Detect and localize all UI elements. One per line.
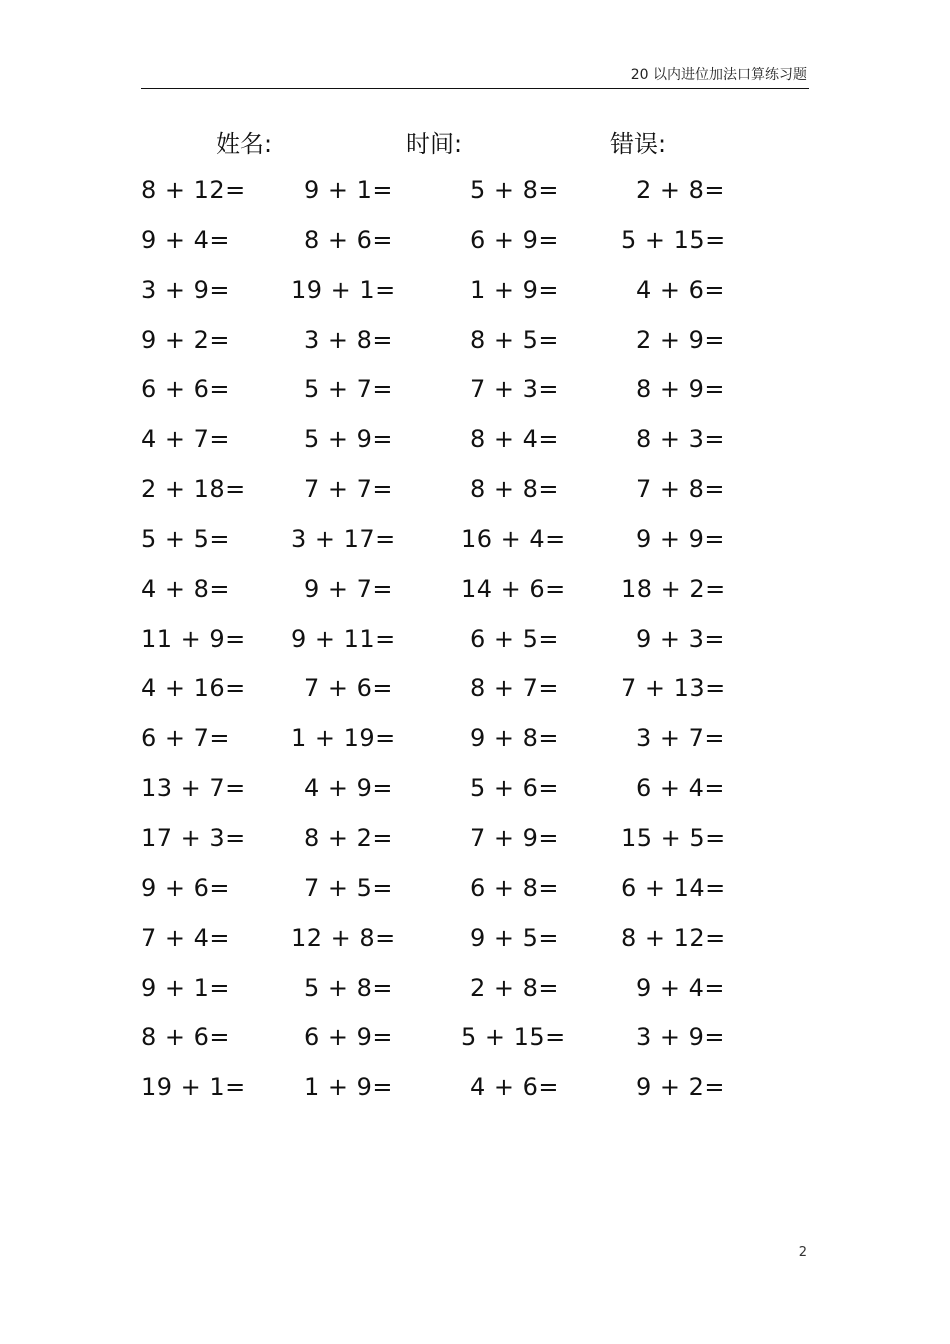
problem-row [141, 270, 741, 320]
addition-problem: 7 + 6= [303, 674, 393, 703]
problem-row [141, 519, 741, 569]
addition-problem: 8 + 12= [141, 176, 246, 204]
problem-row [141, 419, 741, 469]
addition-problem: 9 + 6= [141, 873, 231, 902]
addition-problem: 2 + 8= [469, 973, 559, 1002]
addition-problem: 16 + 4= [461, 524, 566, 553]
addition-problem: 7 + 7= [303, 475, 393, 504]
addition-problem: 8 + 7= [469, 674, 559, 703]
addition-problem: 8 + 2= [303, 823, 393, 852]
addition-problem: 9 + 4= [141, 225, 231, 254]
addition-problem: 3 + 9= [635, 1023, 725, 1052]
problem-grid [141, 170, 741, 1117]
addition-problem: 3 + 7= [635, 724, 725, 753]
addition-problem: 5 + 7= [303, 375, 393, 404]
addition-problem: 18 + 2= [621, 574, 726, 603]
addition-problem: 19 + 1= [291, 275, 396, 304]
addition-problem: 9 + 1= [303, 176, 393, 204]
addition-problem: 5 + 8= [303, 973, 393, 1002]
problem-row [141, 619, 741, 669]
addition-problem: 3 + 8= [303, 325, 393, 354]
addition-problem: 5 + 5= [141, 524, 231, 553]
addition-problem: 2 + 9= [635, 325, 725, 354]
addition-problem: 7 + 9= [469, 823, 559, 852]
addition-problem: 1 + 19= [291, 724, 396, 753]
addition-problem: 2 + 18= [141, 475, 246, 504]
problem-row [141, 1067, 741, 1117]
addition-problem: 9 + 5= [469, 923, 559, 952]
addition-problem: 11 + 9= [141, 624, 246, 653]
addition-problem: 8 + 9= [635, 375, 725, 404]
addition-problem: 7 + 8= [635, 475, 725, 504]
page-header-title: 20 以内进位加法口算练习题 [630, 67, 807, 83]
problem-row [141, 918, 741, 968]
addition-problem: 9 + 2= [141, 325, 231, 354]
addition-problem: 6 + 6= [141, 375, 231, 404]
addition-problem: 6 + 5= [469, 624, 559, 653]
addition-problem: 4 + 7= [141, 425, 231, 454]
addition-problem: 9 + 11= [291, 624, 396, 653]
addition-problem: 4 + 16= [141, 674, 246, 703]
name-field-label: 姓名: [216, 130, 273, 158]
addition-problem: 8 + 3= [635, 425, 725, 454]
addition-problem: 9 + 2= [635, 1073, 725, 1102]
addition-problem: 13 + 7= [141, 774, 246, 803]
addition-problem: 7 + 3= [469, 375, 559, 404]
addition-problem: 17 + 3= [141, 823, 246, 852]
addition-problem: 6 + 14= [621, 873, 726, 902]
problem-row [141, 469, 741, 519]
problem-row [141, 569, 741, 619]
addition-problem: 8 + 5= [469, 325, 559, 354]
addition-problem: 9 + 8= [469, 724, 559, 753]
addition-problem: 4 + 6= [635, 275, 725, 304]
addition-problem: 5 + 9= [303, 425, 393, 454]
addition-problem: 1 + 9= [303, 1073, 393, 1102]
addition-problem: 4 + 9= [303, 774, 393, 803]
addition-problem: 8 + 6= [303, 225, 393, 254]
problem-row [141, 768, 741, 818]
addition-problem: 6 + 9= [469, 225, 559, 254]
addition-problem: 6 + 8= [469, 873, 559, 902]
addition-problem: 9 + 7= [303, 574, 393, 603]
addition-problem: 14 + 6= [461, 574, 566, 603]
problem-row [141, 1017, 741, 1067]
addition-problem: 6 + 4= [635, 774, 725, 803]
problem-row [141, 170, 741, 220]
addition-problem: 8 + 8= [469, 475, 559, 504]
problem-row [141, 320, 741, 370]
addition-problem: 7 + 13= [621, 674, 726, 703]
addition-problem: 5 + 15= [461, 1023, 566, 1052]
addition-problem: 6 + 9= [303, 1023, 393, 1052]
page-number: 2 [798, 1245, 807, 1260]
addition-problem: 1 + 9= [469, 275, 559, 304]
problem-row [141, 818, 741, 868]
problem-row [141, 868, 741, 918]
addition-problem: 7 + 4= [141, 923, 231, 952]
addition-problem: 19 + 1= [141, 1073, 246, 1102]
addition-problem: 5 + 15= [621, 225, 726, 254]
header-divider [141, 88, 809, 89]
addition-problem: 8 + 12= [621, 923, 726, 952]
addition-problem: 4 + 6= [469, 1073, 559, 1102]
problem-row [141, 668, 741, 718]
addition-problem: 8 + 6= [141, 1023, 231, 1052]
addition-problem: 7 + 5= [303, 873, 393, 902]
addition-problem: 9 + 3= [635, 624, 725, 653]
addition-problem: 9 + 4= [635, 973, 725, 1002]
problem-row [141, 718, 741, 768]
addition-problem: 2 + 8= [635, 176, 725, 204]
problem-row [141, 369, 741, 419]
addition-problem: 3 + 9= [141, 275, 231, 304]
addition-problem: 6 + 7= [141, 724, 231, 753]
addition-problem: 15 + 5= [621, 823, 726, 852]
addition-problem: 3 + 17= [291, 524, 396, 553]
addition-problem: 5 + 8= [469, 176, 559, 204]
addition-problem: 8 + 4= [469, 425, 559, 454]
addition-problem: 9 + 1= [141, 973, 231, 1002]
addition-problem: 9 + 9= [635, 524, 725, 553]
addition-problem: 5 + 6= [469, 774, 559, 803]
time-field-label: 时间: [406, 130, 463, 158]
problem-row [141, 968, 741, 1018]
errors-field-label: 错误: [610, 130, 667, 158]
addition-problem: 4 + 8= [141, 574, 231, 603]
problem-row [141, 220, 741, 270]
addition-problem: 12 + 8= [291, 923, 396, 952]
